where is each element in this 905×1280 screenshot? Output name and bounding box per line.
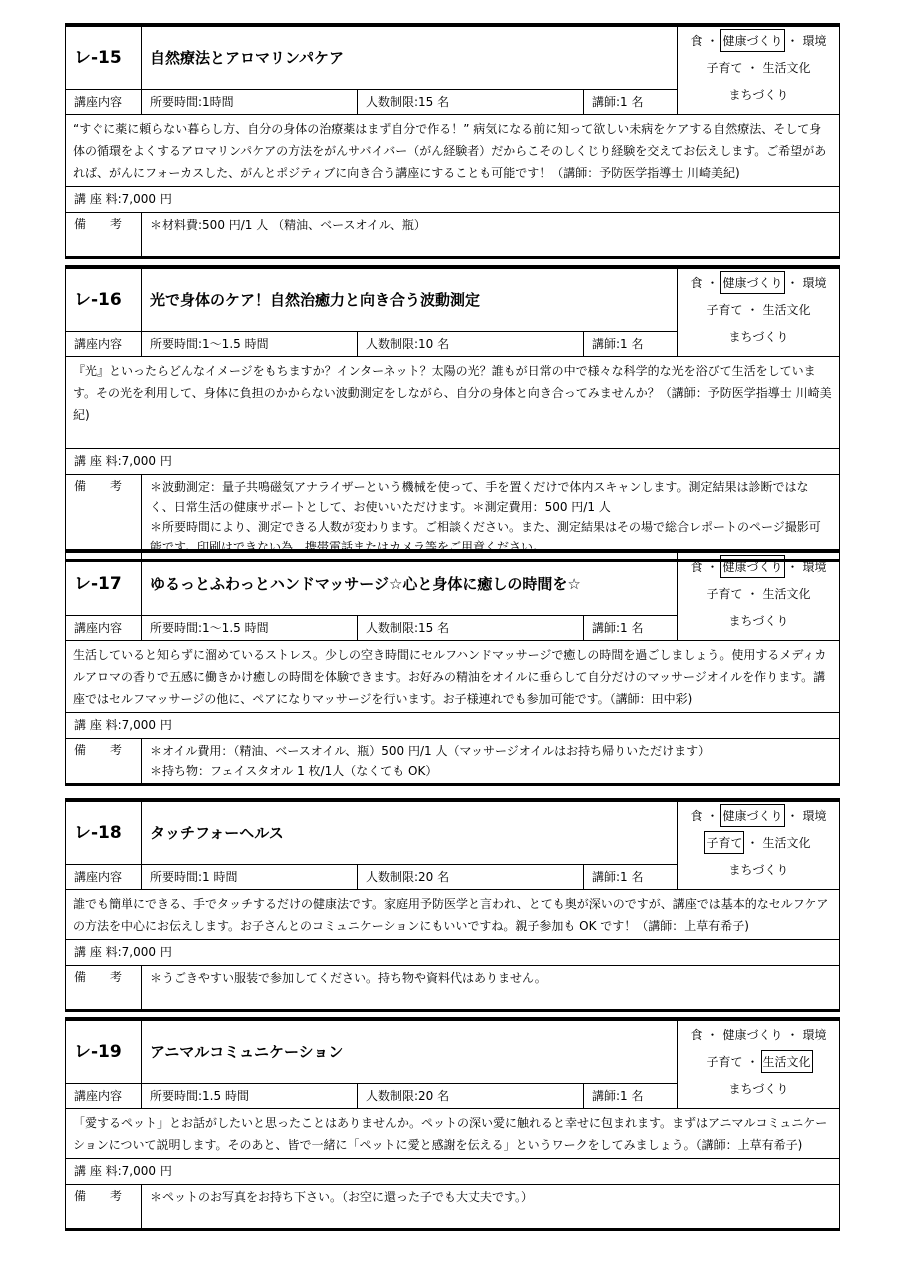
course-code: レ-18	[66, 802, 142, 864]
instructor-count: 講師:1 名	[584, 90, 678, 114]
category-separator: ・	[786, 34, 799, 48]
course-description: 生活していると知らずに溜めているストレス。少しの空き時間にセルフハンドマッサージで癒しの時間を過ごしましょう。使用するメディカルアロマの香りで五感に働きかけ癒しの時間を体験できます。お好みの精油をオイルに垂らして自分だけのマッサージオイルを作ります。講座ではセルフマッサージの他に、ペアになりマッサージを行います。お子様連れでも参加可能です。（講師：田中彩)	[66, 640, 839, 712]
note-line: ＊所要時間により、測定できる人数が変わります。ご相談ください。また、測定結果はその場で総合レポートのページ撮影可能です。印刷はできない為、携帯電話またはカメラ等をご用意ください。	[150, 520, 821, 554]
category-culture: 生活文化	[761, 1050, 813, 1073]
note-line: ＊波動測定：量子共鳴磁気アナライザーという機械を使って、手を置くだけで体内スキャンします。測定結果は診断ではなく、日常生活の健康サポートとして、お使いいただけます。＊測定費用：500 円/1 人	[150, 480, 809, 514]
course-header	[66, 802, 839, 889]
instructor-count: 講師:1 名	[584, 1084, 678, 1108]
category-env: 環境	[802, 1028, 827, 1042]
duration: 所要時間:1時間	[142, 90, 358, 114]
category-separator: ・	[786, 1028, 799, 1042]
course-notes-row	[66, 965, 839, 1009]
course-notes-row	[66, 474, 839, 559]
category-separator: ・	[706, 560, 719, 574]
course-fee: 講 座 料:7,000 円	[66, 186, 839, 212]
category-culture: 生活文化	[762, 61, 811, 75]
category-town: まちづくり	[728, 614, 789, 628]
category-separator: ・	[746, 61, 759, 75]
category-line	[678, 27, 839, 54]
duration: 所要時間:1.5 時間	[142, 1084, 358, 1108]
category-separator: ・	[706, 809, 719, 823]
category-line	[678, 829, 839, 856]
category-line	[678, 81, 839, 108]
category-health: 健康づくり	[720, 555, 784, 578]
notes-text	[142, 739, 839, 783]
category-line	[678, 1021, 839, 1048]
course-fee: 講 座 料:7,000 円	[66, 1158, 839, 1184]
course-title: 光で身体のケア！自然治癒力と向き合う波動測定	[142, 269, 678, 331]
category-town: まちづくり	[728, 1082, 789, 1096]
notes-text	[142, 1185, 839, 1228]
course-title: ゆるっとふわっとハンドマッサージ☆心と身体に癒しの時間を☆	[142, 553, 678, 615]
course-title-row	[66, 27, 678, 89]
course-info-row	[66, 1083, 678, 1108]
duration: 所要時間:1～1.5 時間	[142, 616, 358, 640]
category-child: 子育て	[704, 831, 744, 854]
course-header	[66, 1021, 839, 1108]
notes-label: 備 考	[66, 213, 142, 256]
note-line: ＊持ち物：フェイスタオル 1 枚/1人（なくても OK）	[150, 764, 438, 778]
category-separator: ・	[746, 836, 759, 850]
course-description: 「愛するペット」とお話がしたいと思ったことはありませんか。ペットの深い愛に触れると幸せに包まれます。まずはアニマルコミュニケーションについて説明します。そのあと、皆で一緒に「ペットに愛と感謝を伝える」というワークをしてみましょう。（講師：上草有希子)	[66, 1108, 839, 1158]
course-block-17	[65, 549, 840, 786]
category-separator: ・	[786, 276, 799, 290]
note-line: ＊材料費:500 円/1 人 （精油、ベースオイル、瓶）	[150, 218, 426, 232]
notes-label: 備 考	[66, 1185, 142, 1228]
content-label: 講座内容	[66, 616, 142, 640]
category-line	[678, 856, 839, 883]
course-info-row	[66, 89, 678, 114]
instructor-count: 講師:1 名	[584, 616, 678, 640]
course-fee: 講 座 料:7,000 円	[66, 939, 839, 965]
content-label: 講座内容	[66, 1084, 142, 1108]
category-line	[678, 553, 839, 580]
category-food: 食	[690, 560, 703, 574]
course-title: 自然療法とアロマリンパケア	[142, 27, 678, 89]
course-fee: 講 座 料:7,000 円	[66, 448, 839, 474]
course-header-left	[66, 1021, 678, 1108]
content-label: 講座内容	[66, 865, 142, 889]
course-info-row	[66, 864, 678, 889]
category-env: 環境	[802, 34, 827, 48]
content-label: 講座内容	[66, 332, 142, 356]
category-line	[678, 802, 839, 829]
course-code: レ-19	[66, 1021, 142, 1083]
content-label: 講座内容	[66, 90, 142, 114]
category-box	[678, 553, 839, 640]
category-health: 健康づくり	[720, 804, 784, 827]
course-block-18	[65, 798, 840, 1012]
instructor-count: 講師:1 名	[584, 332, 678, 356]
category-env: 環境	[802, 560, 827, 574]
course-info-row	[66, 615, 678, 640]
capacity: 人数制限:15 名	[358, 616, 584, 640]
course-description: 誰でも簡単にできる、手でタッチするだけの健康法です。家庭用予防医学と言われ、とても奥が深いのですが、講座では基本的なセルフケアの方法を中心にお伝えします。お子さんとのコミュニケーションにもいいですね。親子参加も OK です！（講師：上草有希子)	[66, 889, 839, 939]
category-food: 食	[690, 34, 703, 48]
course-notes-row	[66, 738, 839, 783]
category-separator: ・	[786, 809, 799, 823]
category-line	[678, 580, 839, 607]
category-env: 環境	[802, 276, 827, 290]
category-separator: ・	[706, 1028, 719, 1042]
course-description: 『光』といったらどんなイメージをもちますか？インターネット？太陽の光？誰もが日常の中で様々な科学的な光を浴びて生活をしています。その光を利用して、身体に負担のかからない波動測定をしながら、自分の身体と向き合ってみませんか？（講師：予防医学指導士 川崎美紀)	[66, 356, 839, 448]
duration: 所要時間:1～1.5 時間	[142, 332, 358, 356]
category-health: 健康づくり	[720, 271, 784, 294]
capacity: 人数制限:10 名	[358, 332, 584, 356]
notes-label: 備 考	[66, 739, 142, 783]
notes-text	[142, 966, 839, 1009]
category-separator: ・	[706, 34, 719, 48]
category-health: 健康づくり	[720, 29, 784, 52]
note-line: ＊ペットのお写真をお持ち下さい。（お空に還った子でも大丈夫です。）	[150, 1190, 534, 1204]
notes-text	[142, 213, 839, 256]
course-header-left	[66, 269, 678, 356]
course-description: “すぐに薬に頼らない暮らし方、自分の身体の治療薬はまず自分で作る！” 病気になる前に知って欲しい未病をケアする自然療法、そして身体の循環をよくするアロマリンパケアの方法をがんサバイバー（がん経験者）だからこそのしくじり経験を交えてお伝えします。ご希望があれば、がんにフォーカスした、がんとポジティブに向き合う講座にすることも可能です！（講師：予防医学指導士 川崎美紀)	[66, 114, 839, 186]
course-header	[66, 27, 839, 114]
course-code: レ-17	[66, 553, 142, 615]
course-header-left	[66, 553, 678, 640]
category-line	[678, 269, 839, 296]
category-separator: ・	[786, 560, 799, 574]
category-culture: 生活文化	[762, 836, 811, 850]
category-child: 子育て	[706, 587, 743, 601]
category-line	[678, 296, 839, 323]
course-header	[66, 553, 839, 640]
course-title-row	[66, 802, 678, 864]
category-box	[678, 802, 839, 889]
course-code: レ-15	[66, 27, 142, 89]
course-notes-row	[66, 1184, 839, 1228]
category-town: まちづくり	[728, 88, 789, 102]
category-box	[678, 1021, 839, 1108]
course-block-19	[65, 1017, 840, 1231]
note-line: ＊オイル費用：（精油、ベースオイル、瓶）500 円/1 人（マッサージオイルはお持ち帰りいただけます）	[150, 744, 711, 758]
course-header	[66, 269, 839, 356]
course-header-left	[66, 802, 678, 889]
category-line	[678, 1075, 839, 1102]
course-fee: 講 座 料:7,000 円	[66, 712, 839, 738]
category-town: まちづくり	[728, 330, 789, 344]
category-line	[678, 1048, 839, 1075]
course-title: タッチフォーヘルス	[142, 802, 678, 864]
category-separator: ・	[706, 276, 719, 290]
category-box	[678, 269, 839, 356]
category-town: まちづくり	[728, 863, 789, 877]
category-child: 子育て	[706, 303, 743, 317]
course-title-row	[66, 553, 678, 615]
category-line	[678, 607, 839, 634]
capacity: 人数制限:20 名	[358, 1084, 584, 1108]
course-code: レ-16	[66, 269, 142, 331]
category-separator: ・	[746, 1055, 759, 1069]
category-culture: 生活文化	[762, 587, 811, 601]
note-line: ＊うごきやすい服装で参加してください。持ち物や資料代はありません。	[150, 971, 547, 985]
course-title: アニマルコミュニケーション	[142, 1021, 678, 1083]
capacity: 人数制限:20 名	[358, 865, 584, 889]
notes-text	[142, 475, 839, 559]
category-separator: ・	[746, 587, 759, 601]
course-block-16	[65, 265, 840, 562]
duration: 所要時間:1 時間	[142, 865, 358, 889]
course-title-row	[66, 269, 678, 331]
course-header-left	[66, 27, 678, 114]
category-line	[678, 323, 839, 350]
category-food: 食	[690, 276, 703, 290]
course-info-row	[66, 331, 678, 356]
category-env: 環境	[802, 809, 827, 823]
category-box	[678, 27, 839, 114]
category-child: 子育て	[706, 1055, 743, 1069]
category-health: 健康づくり	[722, 1028, 783, 1042]
category-separator: ・	[746, 303, 759, 317]
capacity: 人数制限:15 名	[358, 90, 584, 114]
notes-label: 備 考	[66, 966, 142, 1009]
category-food: 食	[690, 809, 703, 823]
category-line	[678, 54, 839, 81]
category-child: 子育て	[706, 61, 743, 75]
course-notes-row	[66, 212, 839, 256]
notes-label: 備 考	[66, 475, 142, 559]
category-food: 食	[690, 1028, 703, 1042]
course-title-row	[66, 1021, 678, 1083]
category-culture: 生活文化	[762, 303, 811, 317]
instructor-count: 講師:1 名	[584, 865, 678, 889]
course-block-15	[65, 23, 840, 259]
